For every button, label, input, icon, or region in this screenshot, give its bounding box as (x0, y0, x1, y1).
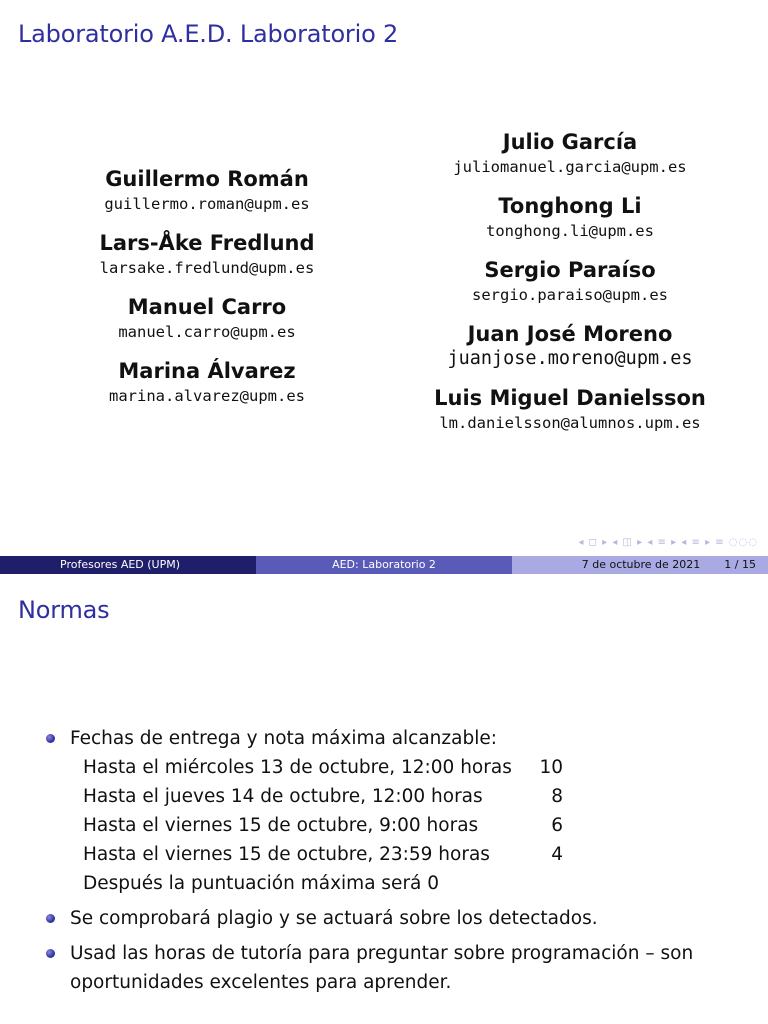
author-name: Lars-Åke Fredlund (99, 231, 315, 255)
author-name: Luis Miguel Danielsson (434, 386, 706, 410)
slide-title: Laboratorio A.E.D. Laboratorio 2 (18, 20, 399, 48)
footer-author: Profesores AED (UPM) (0, 556, 256, 574)
list-item-tutoring (46, 939, 746, 997)
authors-right-column (400, 128, 740, 448)
author-name: Julio García (502, 130, 638, 154)
author-entry (400, 384, 740, 434)
author-entry (400, 192, 740, 242)
rules-list (46, 724, 746, 997)
deadline-grade: 6 (551, 815, 563, 836)
author-email: lm.danielsson@alumnos.upm.es (439, 414, 701, 432)
author-name: Marina Álvarez (118, 359, 296, 383)
author-name: Tonghong Li (498, 194, 642, 218)
author-name: Guillermo Román (105, 167, 309, 191)
author-email: juliomanuel.garcia@upm.es (453, 158, 687, 176)
author-email: guillermo.roman@upm.es (104, 195, 310, 213)
author-entry (40, 165, 374, 215)
deadline-date: Hasta el viernes 15 de octubre, 23:59 horas (83, 844, 490, 865)
author-name: Sergio Paraíso (484, 258, 656, 282)
author-name: Manuel Carro (127, 295, 287, 319)
deadline-grade: 10 (539, 757, 563, 778)
bullet-icon (46, 914, 55, 923)
author-entry (400, 256, 740, 306)
deadline-after: Después la puntuación máxima será 0 (83, 873, 440, 894)
footer-date: 7 de octubre de 2021 (581, 558, 701, 571)
deadline-grade: 8 (551, 786, 563, 807)
author-entry (40, 357, 374, 407)
slide-normas (0, 576, 768, 1024)
bullet-icon (46, 949, 55, 958)
deadlines-intro: Fechas de entrega y nota máxima alcanzable: (70, 728, 497, 749)
plagiarism-text: Se comprobará plagio y se actuará sobre los detectados. (70, 908, 598, 929)
deadline-grade: 4 (551, 844, 563, 865)
author-name: Juan José Moreno (467, 322, 673, 346)
author-entry (40, 229, 374, 279)
author-email: juanjose.moreno@upm.es (447, 348, 693, 369)
footer-info (512, 556, 768, 574)
author-email: tonghong.li@upm.es (486, 222, 654, 240)
deadline-row (83, 869, 563, 898)
tutoring-text: Usad las horas de tutoría para preguntar sobre programación – son oportunidades excelentes para aprender. (70, 943, 694, 993)
deadline-date: Hasta el viernes 15 de octubre, 9:00 horas (83, 815, 479, 836)
beamer-navigation-icons[interactable]: ◂ ◻ ▸ ◂ ◫ ▸ ◂ ≡ ▸ ◂ ≡ ▸ ≡ ◌◌◌ (578, 537, 758, 548)
footer-page-number: 1 / 15 (724, 558, 756, 571)
list-item-deadlines (46, 724, 746, 898)
footer-title: AED: Laboratorio 2 (256, 556, 512, 574)
deadline-row (83, 840, 563, 869)
deadline-row (83, 782, 563, 811)
deadline-row (83, 811, 563, 840)
bullet-icon (46, 734, 55, 743)
deadline-row (83, 753, 563, 782)
author-email: sergio.paraiso@upm.es (472, 286, 668, 304)
author-email: larsake.fredlund@upm.es (99, 259, 315, 277)
footer-bar (0, 556, 768, 574)
author-entry (40, 293, 374, 343)
deadlines-table (70, 753, 746, 898)
deadline-date: Hasta el jueves 14 de octubre, 12:00 horas (83, 786, 483, 807)
author-entry (400, 128, 740, 178)
slide-title: Normas (18, 596, 110, 624)
author-email: manuel.carro@upm.es (118, 323, 296, 341)
deadline-date: Hasta el miércoles 13 de octubre, 12:00 horas (83, 757, 512, 778)
authors-left-column (40, 165, 374, 421)
author-entry (400, 320, 740, 370)
list-item-plagiarism (46, 904, 746, 933)
author-email: marina.alvarez@upm.es (109, 387, 305, 405)
